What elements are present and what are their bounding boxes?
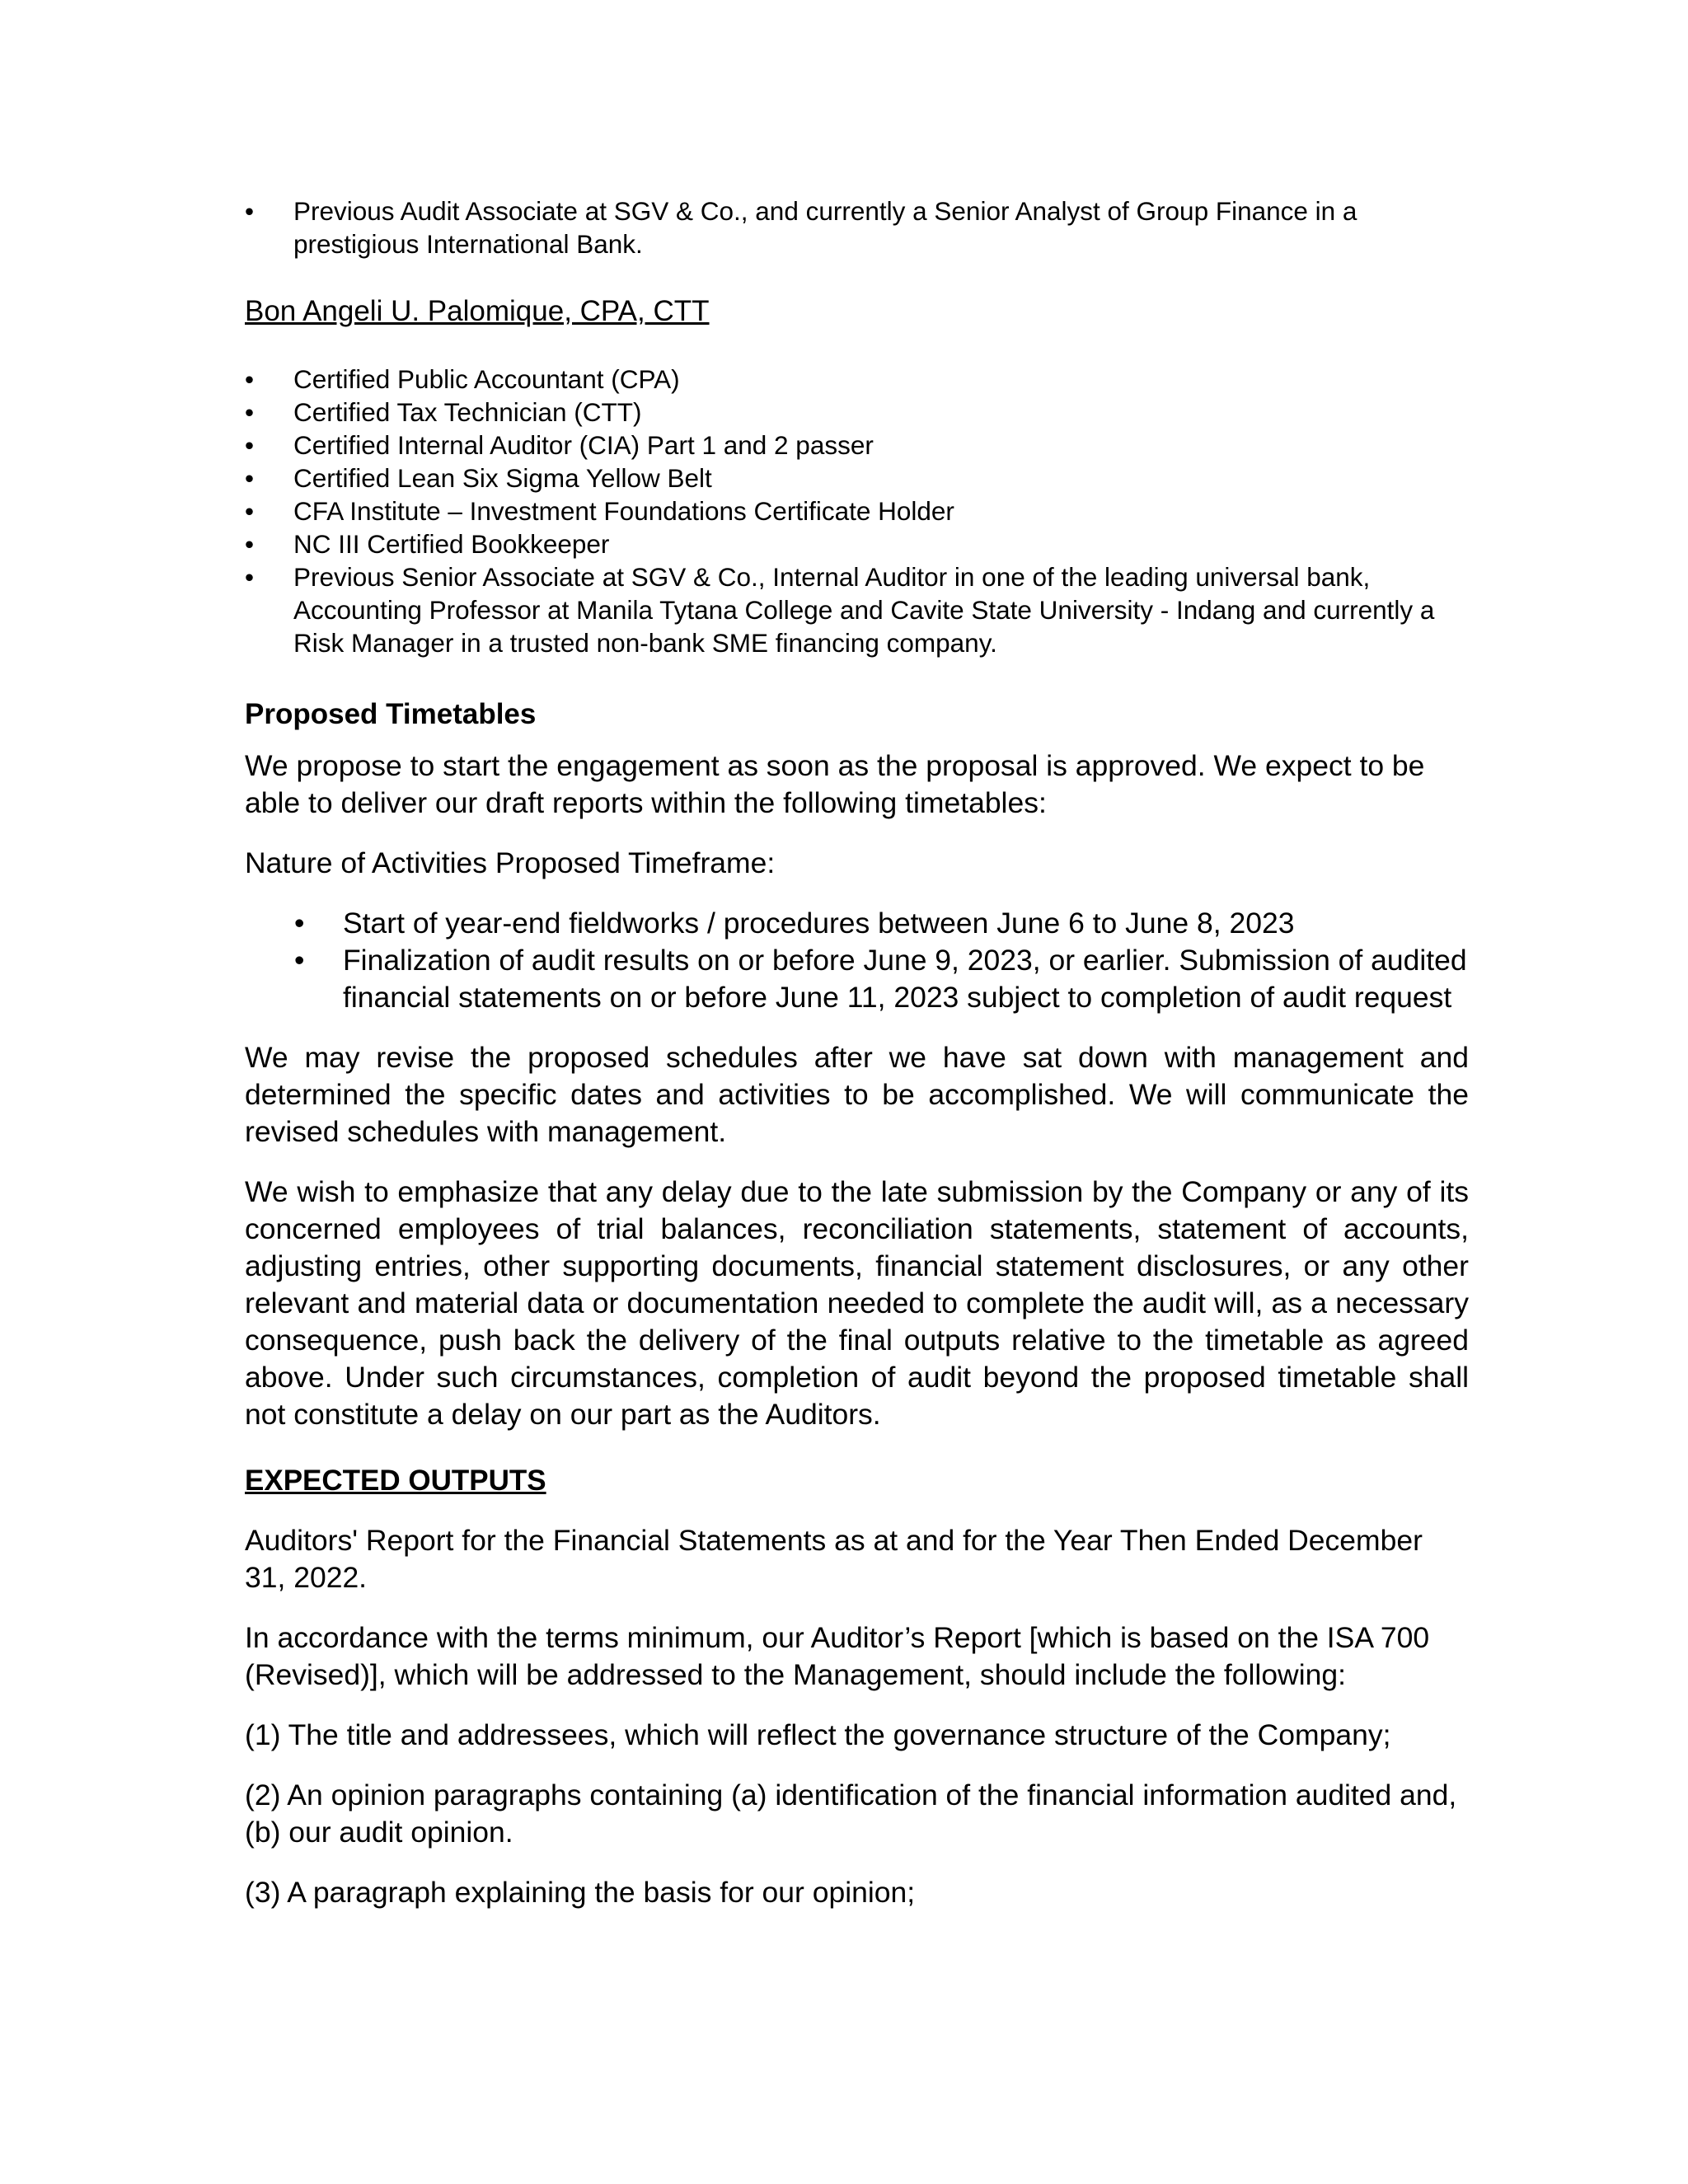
list-item: • CFA Institute – Investment Foundations Certificate Holder xyxy=(245,494,1469,527)
expected-outputs-heading: EXPECTED OUTPUTS xyxy=(245,1465,546,1497)
document-page xyxy=(245,194,1469,1934)
output-item-3: (3) A paragraph explaining the basis for our opinion; xyxy=(245,1876,916,1909)
list-item: • Certified Public Accountant (CPA) xyxy=(245,363,1469,396)
list-item: • NC III Certified Bookkeeper xyxy=(245,527,1469,560)
terms-paragraph: In accordance with the terms minimum, our Auditor’s Report [which is based on the ISA 700 (Revised)], which will be addressed to the Management, should include the following: xyxy=(245,1621,1430,1691)
list-item: • Certified Tax Technician (CTT) xyxy=(245,396,1469,429)
person-name: Bon Angeli U. Palomique, CPA, CTT xyxy=(245,295,710,327)
list-item: • Certified Internal Auditor (CIA) Part 1 and 2 passer xyxy=(245,429,1469,462)
credentials-list xyxy=(245,363,1469,659)
output-item-1: (1) The title and addressees, which will reflect the governance structure of the Company; xyxy=(245,1718,1391,1751)
delay-paragraph: We wish to emphasize that any delay due to the late submission by the Company or any of its concerned employees of trial balances, reconciliation statements, statement of accounts, adjusting entries, other supporting documents, financial statement disclosures, or any other relevant and material data or documentation needed to complete the audit will, as a necessary consequence, push back the delivery of the final outputs relative to the timetable as agreed above. Under such circumstances, completion of audit beyond the proposed timetable shall not constitute a delay on our part as the Auditors. xyxy=(245,1175,1469,1431)
list-item: • Previous Audit Associate at SGV & Co., and currently a Senior Analyst of Group Finance in a prestigious International Bank. xyxy=(245,194,1469,260)
previous-role-list xyxy=(245,194,1469,260)
list-item: • Finalization of audit results on or before June 9, 2023, or earlier. Submission of audited financial statements on or before June 11, 2023 subject to completion of audit request xyxy=(294,942,1469,1016)
timetables-intro: We propose to start the engagement as soon as the proposal is approved. We expect to be able to deliver our draft reports within the following timetables: xyxy=(245,749,1425,819)
nature-label: Nature of Activities Proposed Timeframe: xyxy=(245,846,776,879)
list-item: • Previous Senior Associate at SGV & Co., Internal Auditor in one of the leading universal bank, Accounting Professor at Manila Tytana College and Cavite State University - Indang and currently a Risk Manager in a trusted non-bank SME financing company. xyxy=(245,560,1469,659)
timetables-heading: Proposed Timetables xyxy=(245,698,537,730)
list-item: • Start of year-end fieldworks / procedures between June 6 to June 8, 2023 xyxy=(294,905,1469,942)
report-title-paragraph: Auditors' Report for the Financial Statements as at and for the Year Then Ended December 31, 2022. xyxy=(245,1524,1423,1594)
activities-list xyxy=(245,905,1469,1016)
output-item-2: (2) An opinion paragraphs containing (a) identification of the financial information audited and, (b) our audit opinion. xyxy=(245,1779,1457,1849)
list-item: • Certified Lean Six Sigma Yellow Belt xyxy=(245,462,1469,494)
revise-paragraph: We may revise the proposed schedules after we have sat down with management and determined the specific dates and activities to be accomplished. We will communicate the revised schedules with management. xyxy=(245,1041,1469,1148)
